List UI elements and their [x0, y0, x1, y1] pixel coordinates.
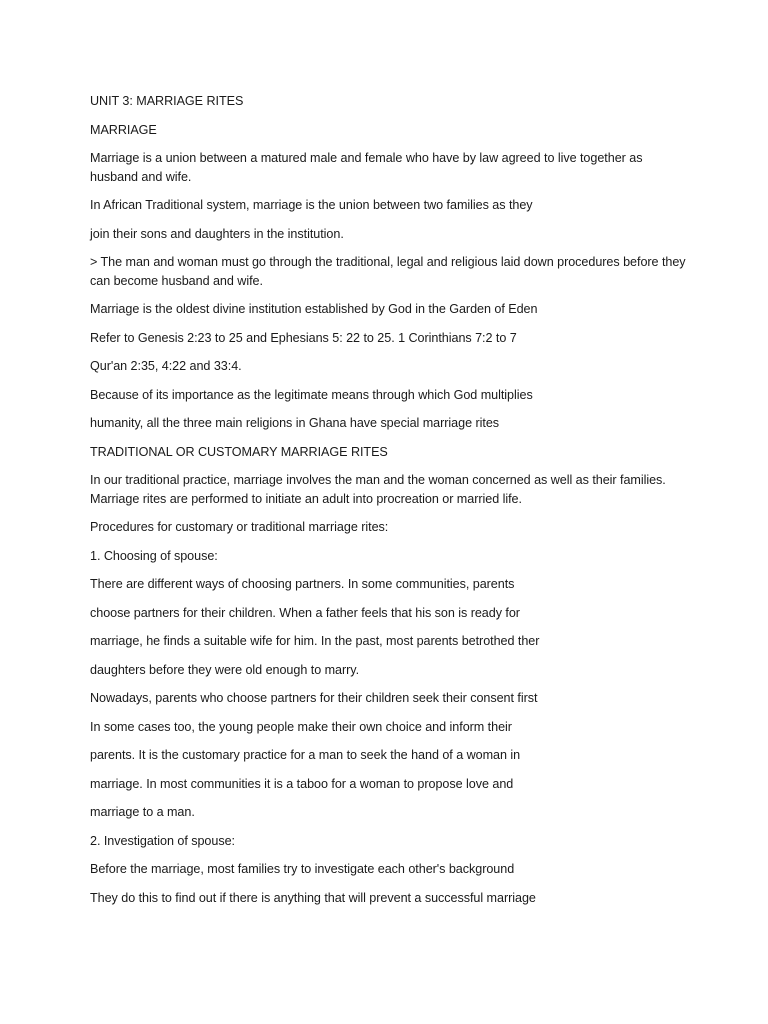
quran-reference: Qur'an 2:35, 4:22 and 33:4.	[90, 359, 242, 373]
paragraph: In our traditional practice, marriage involves the man and the woman concerned as well as their families. Marriage rites are performed to initiate an adult into procreation or married life.	[90, 473, 666, 506]
paragraph: parents. It is the customary practice for a man to seek the hand of a woman in	[90, 748, 521, 762]
subheading-investigation-spouse: 2. Investigation of spouse:	[90, 833, 235, 848]
paragraph: There are different ways of choosing partners. In some communities, parents	[90, 577, 515, 591]
paragraph: choose partners for their children. When a father feels that his son is ready for	[90, 605, 520, 620]
paragraph: Marriage is the oldest divine institution established by God in the Garden of Eden	[90, 302, 538, 316]
paragraph: Marriage is a union between a matured male and female who have by law agreed to live together as husband and wife.	[90, 151, 643, 184]
document-body	[90, 92, 690, 917]
subheading-choosing-spouse: 1. Choosing of spouse:	[90, 548, 218, 563]
procedures-intro: Procedures for customary or traditional marriage rites:	[90, 520, 389, 534]
paragraph: marriage, he finds a suitable wife for him. In the past, most parents betrothed ther	[90, 634, 540, 648]
paragraph: humanity, all the three main religions in Ghana have special marriage rites	[90, 416, 500, 430]
section-heading-marriage: MARRIAGE	[90, 122, 157, 137]
paragraph: marriage. In most communities it is a taboo for a woman to propose love and	[90, 776, 514, 791]
paragraph: daughters before they were old enough to marry.	[90, 662, 360, 677]
paragraph: In some cases too, the young people make their own choice and inform their	[90, 719, 512, 734]
paragraph: In African Traditional system, marriage is the union between two families as they	[90, 198, 533, 212]
unit-title: UNIT 3: MARRIAGE RITES	[90, 94, 244, 108]
paragraph: Before the marriage, most families try to investigate each other's background	[90, 862, 515, 876]
paragraph: Nowadays, parents who choose partners for their children seek their consent first	[90, 691, 538, 705]
paragraph: Because of its importance as the legitimate means through which God multiplies	[90, 387, 533, 402]
scripture-reference: Refer to Genesis 2:23 to 25 and Ephesians 5: 22 to 25. 1 Corinthians 7:2 to 7	[90, 330, 517, 345]
paragraph: join their sons and daughters in the institution.	[90, 226, 344, 241]
paragraph: They do this to find out if there is anything that will prevent a successful marriage	[90, 890, 536, 905]
paragraph: > The man and woman must go through the traditional, legal and religious laid down procedures before they can become husband and wife.	[90, 255, 686, 288]
section-heading-traditional: TRADITIONAL OR CUSTOMARY MARRIAGE RITES	[90, 444, 388, 459]
paragraph: marriage to a man.	[90, 805, 195, 819]
